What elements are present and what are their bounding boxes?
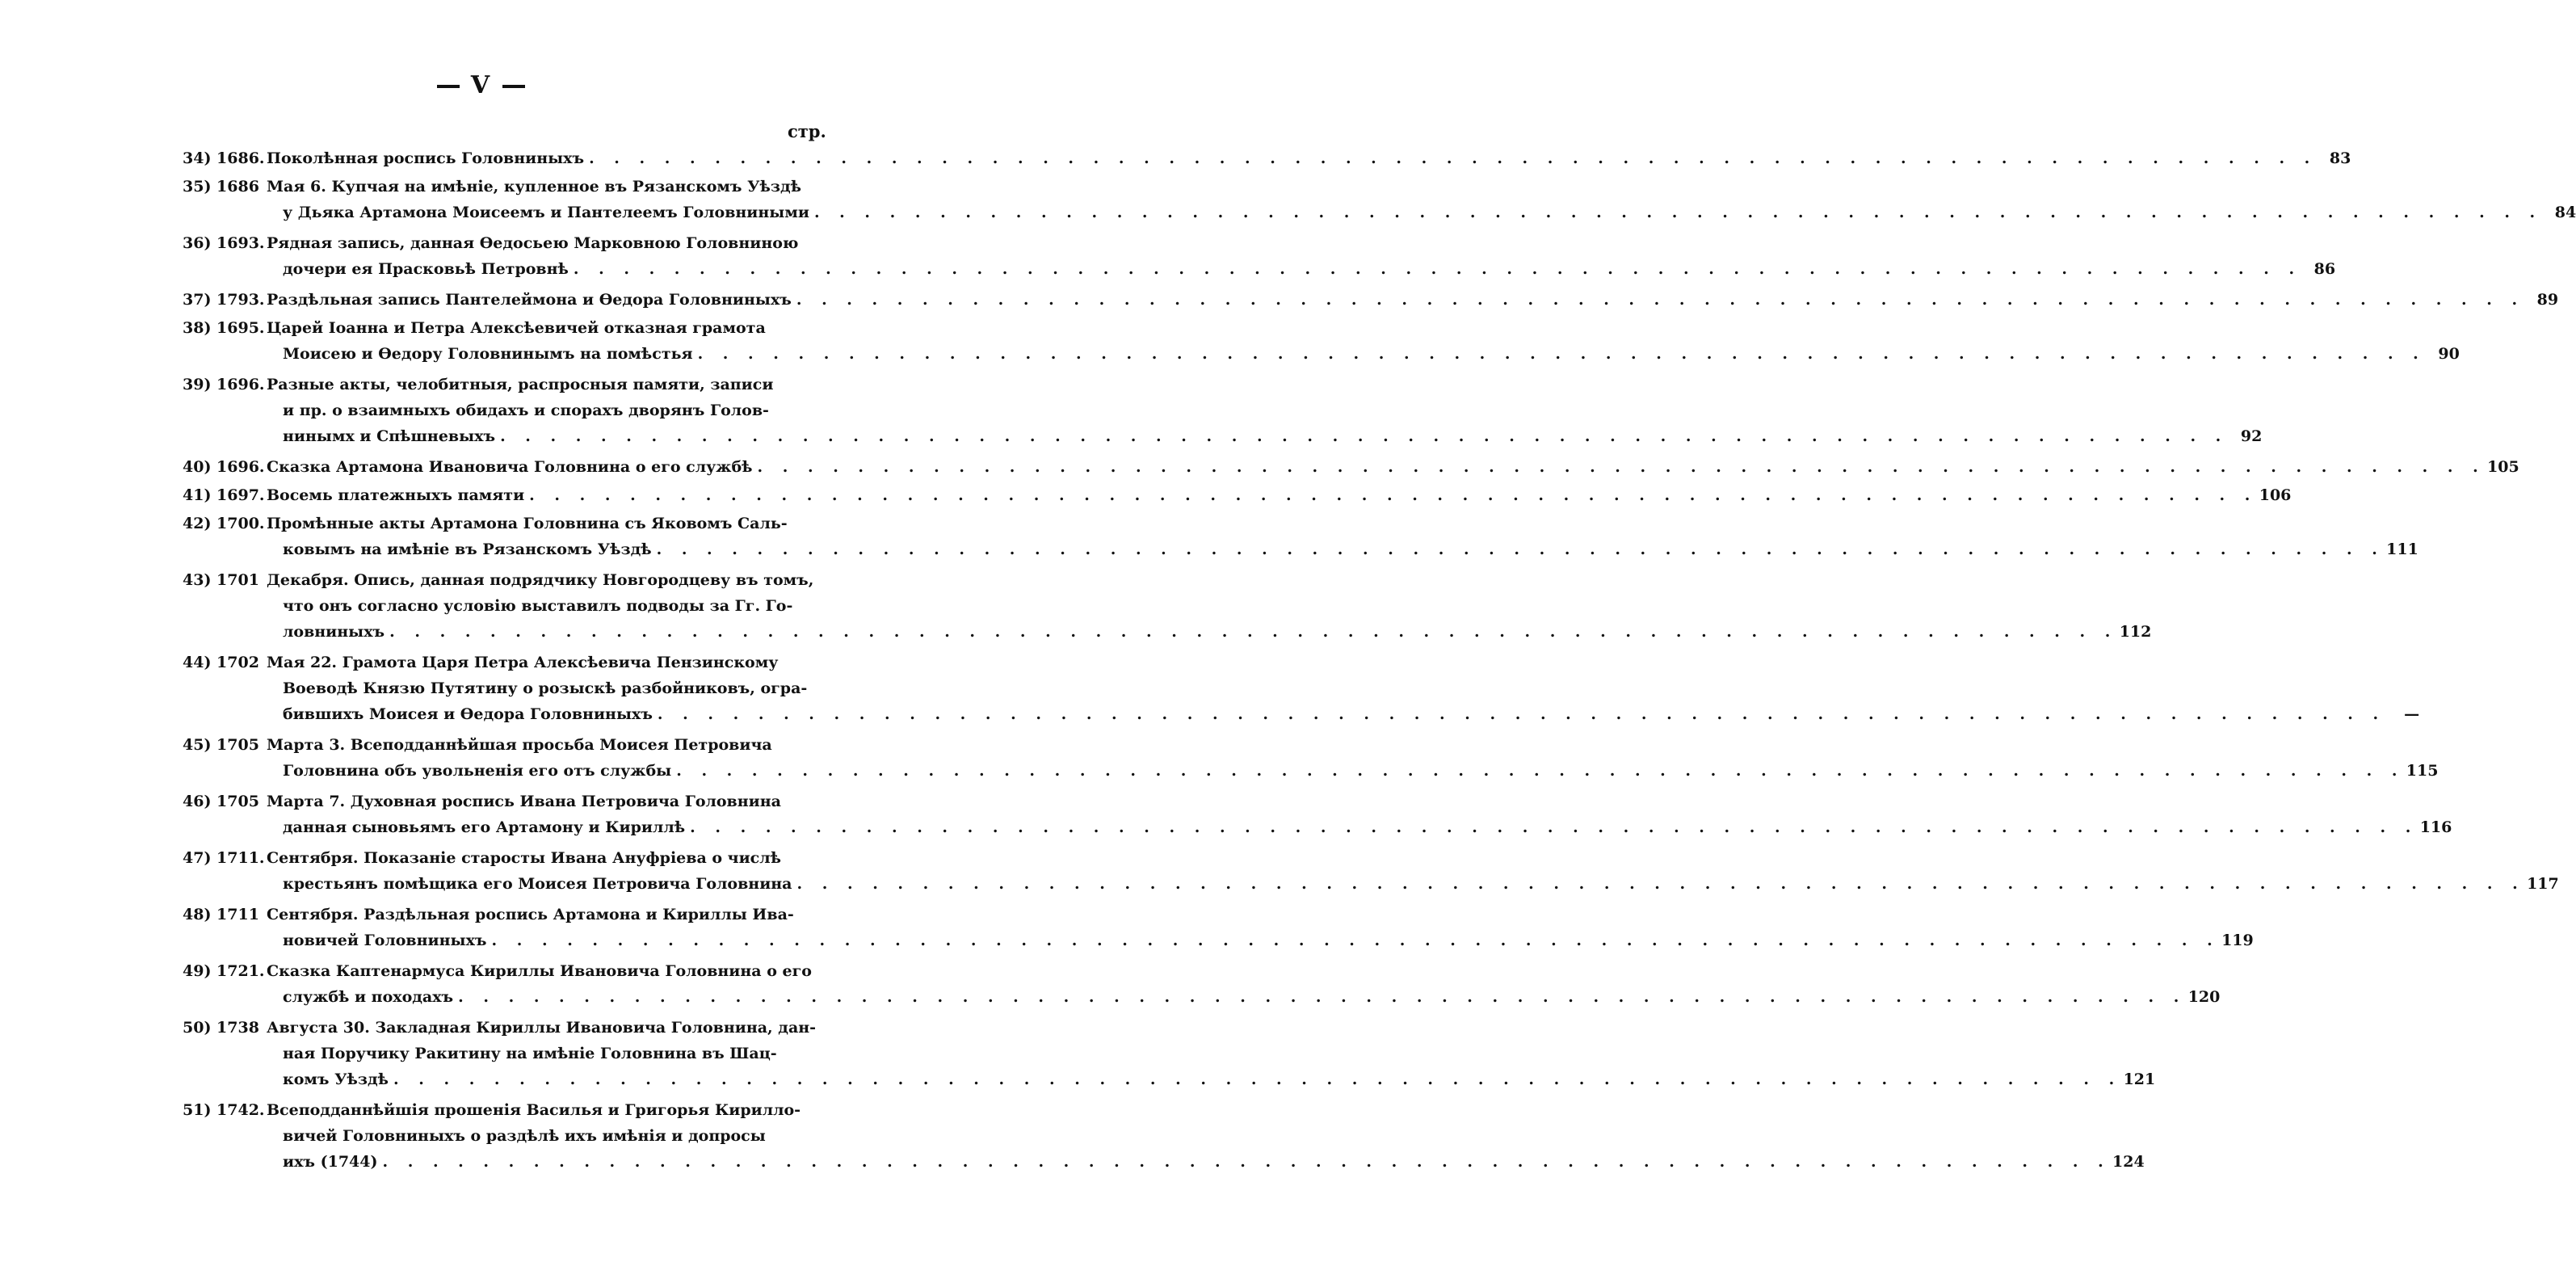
- entry-number: 37) 1793.: [183, 291, 265, 309]
- entry-page-number: 124: [2112, 1153, 2145, 1171]
- dot-leader: [495, 423, 2228, 449]
- entry-title-text: и пр. о взаимныхъ обидахъ и спорахъ дворянъ Голов-: [283, 402, 769, 419]
- toc-entry: [183, 958, 2221, 1010]
- entry-page-number: 119: [2221, 932, 2254, 949]
- entry-number: 38) 1695.: [183, 319, 265, 337]
- entry-title-text: службѣ и походахъ: [283, 988, 454, 1006]
- entry-number: 42) 1700.: [183, 515, 265, 532]
- entry-title-text: Восемь платежныхъ памяти: [267, 486, 525, 504]
- dot-leader: [685, 814, 2418, 840]
- dot-leader: [653, 701, 2385, 727]
- entry-line: [267, 675, 2419, 701]
- entry-page-number: 90: [2438, 345, 2460, 363]
- dot-leader: [671, 758, 2404, 784]
- entry-title-text: Моисею и Ѳедору Головнинымъ на помѣстья: [283, 345, 693, 363]
- entry-line: [267, 845, 2559, 871]
- toc-entry: [183, 287, 2559, 313]
- entry-line: [267, 511, 2418, 536]
- entry-page-number: —: [2404, 705, 2420, 723]
- toc-entry: [183, 567, 2152, 645]
- entry-number: 51) 1742.: [183, 1101, 265, 1119]
- dot-leader: [753, 454, 2486, 480]
- entry-line: [267, 984, 2220, 1010]
- entry-body: [267, 567, 2151, 645]
- entry-title-text: дочери ея Прасковьѣ Петровнѣ: [283, 260, 569, 278]
- entry-line: [267, 315, 2460, 341]
- entry-body: [267, 789, 2452, 840]
- entry-number: 46) 1705: [183, 793, 259, 810]
- entry-page-number: 92: [2240, 427, 2263, 445]
- entry-line: [267, 1041, 2155, 1066]
- dot-leader: [569, 256, 2301, 282]
- entry-line: [267, 230, 2335, 256]
- entry-title-text: Воеводѣ Князю Путятину о розыскѣ разбойниковъ, огра-: [283, 679, 808, 697]
- entry-line: [267, 732, 2438, 758]
- entry-body: [267, 230, 2335, 282]
- entry-number: 40) 1696.: [183, 458, 265, 476]
- entry-page-number: 111: [2386, 541, 2418, 558]
- entry-title-text: Царей Іоанна и Петра Алексѣевичей отказная грамота: [267, 319, 766, 337]
- entry-line: [267, 423, 2262, 449]
- left-dash: [437, 85, 460, 88]
- entry-line: [267, 619, 2151, 645]
- toc-entry: [183, 454, 2519, 480]
- page-number: [0, 71, 962, 99]
- entry-line: [267, 650, 2419, 675]
- entry-page-number: 112: [2119, 623, 2152, 641]
- entry-page-number: 84: [2554, 204, 2576, 221]
- entry-number: 41) 1697.: [183, 486, 265, 504]
- entry-title-text: крестьянъ помѣщика его Моисея Петровича Головнина: [283, 875, 792, 893]
- toc-entry: [183, 1015, 2156, 1092]
- entry-title-text: комъ Уѣздѣ: [283, 1071, 389, 1088]
- entry-title-text: ная Поручику Ракитину на имѣніе Головнина въ Шац-: [283, 1045, 777, 1062]
- entry-title-text: Сентября. Раздѣльная роспись Артамона и Кириллы Ива-: [267, 906, 794, 923]
- entry-line: [267, 454, 2519, 480]
- entry-title-text: Августа 30. Закладная Кириллы Ивановича Головнина, дан-: [267, 1019, 817, 1037]
- toc-entry: [183, 902, 2254, 953]
- entry-title-text: Мая 6. Купчая на имѣніе, купленное въ Рязанскомъ Уѣздѣ: [267, 178, 802, 196]
- dot-leader: [584, 145, 2317, 171]
- toc-entry: [183, 315, 2460, 367]
- entry-title-text: вичей Головниныхъ о раздѣлѣ ихъ имѣнія и допросы: [283, 1127, 766, 1145]
- entry-line: [267, 1015, 2155, 1041]
- dot-leader: [385, 619, 2117, 645]
- entry-page-number: 89: [2536, 291, 2559, 309]
- dot-leader: [487, 928, 2220, 953]
- dot-leader: [377, 1149, 2110, 1175]
- entry-title-text: Поколѣнная роспись Головниныхъ: [267, 149, 585, 167]
- entry-line: [267, 902, 2254, 928]
- entry-body: [267, 958, 2220, 1010]
- toc-entry: [183, 230, 2336, 282]
- entry-number: 35) 1686: [183, 178, 259, 196]
- toc-entry: [183, 1097, 2145, 1175]
- entry-line: [267, 1123, 2145, 1149]
- entry-title-text: что онъ согласно условію выставилъ подводы за Гг. Го-: [283, 597, 793, 615]
- entry-line: [267, 256, 2335, 282]
- entry-title-text: бившихъ Моисея и Ѳедора Головниныхъ: [283, 705, 653, 723]
- entry-line: [267, 928, 2254, 953]
- dot-leader: [453, 984, 2186, 1010]
- toc-entry: [183, 372, 2263, 449]
- entry-page-number: 116: [2419, 818, 2452, 836]
- entry-title-text: Промѣнные акты Артамона Головнина съ Яковомъ Саль-: [267, 515, 788, 532]
- entry-body: [267, 145, 2351, 171]
- page-column-label: стр.: [788, 121, 826, 141]
- entry-line: [267, 701, 2419, 727]
- page-number-value: V: [470, 71, 492, 99]
- entry-line: [267, 567, 2151, 593]
- entry-number: 47) 1711.: [183, 849, 265, 867]
- entry-page-number: 86: [2313, 260, 2336, 278]
- toc-entry: [183, 650, 2420, 727]
- entry-line: [267, 789, 2452, 814]
- entry-page-number: 115: [2406, 762, 2439, 780]
- entry-body: [267, 902, 2254, 953]
- toc-entry: [183, 845, 2559, 897]
- entry-body: [267, 287, 2558, 313]
- entry-title-text: Сентября. Показаніе старосты Ивана Ануфріева о числѣ: [267, 849, 781, 867]
- entry-page-number: 117: [2527, 875, 2559, 893]
- entry-title-text: ловниныхъ: [283, 623, 385, 641]
- right-dash: [502, 85, 525, 88]
- entry-title-text: новичей Головниныхъ: [283, 932, 487, 949]
- entry-body: [267, 1097, 2145, 1175]
- entry-line: [267, 200, 2576, 225]
- entry-title-text: Разные акты, челобитныя, распросныя памяти, записи: [267, 376, 774, 393]
- entry-body: [267, 511, 2418, 562]
- entry-number: 39) 1696.: [183, 376, 265, 393]
- entry-number: 44) 1702: [183, 654, 259, 671]
- entry-line: [267, 958, 2220, 984]
- toc-entry: [183, 511, 2418, 562]
- entry-line: [267, 287, 2558, 313]
- toc-entry: [183, 174, 2576, 225]
- entry-page-number: 106: [2259, 486, 2292, 504]
- dot-leader: [792, 287, 2524, 313]
- entry-body: [267, 650, 2419, 727]
- entry-body: [267, 454, 2519, 480]
- entry-number: 43) 1701: [183, 571, 259, 589]
- entry-line: [267, 482, 2291, 508]
- entry-title-text: Мая 22. Грамота Царя Петра Алексѣевича Пензинскому: [267, 654, 779, 671]
- entry-title-text: нинымх и Спѣшневыхъ: [283, 427, 496, 445]
- entry-line: [267, 871, 2559, 897]
- entry-body: [267, 174, 2576, 225]
- toc-entry: [183, 145, 2351, 171]
- entry-title-text: ихъ (1744): [283, 1153, 378, 1171]
- entry-title-text: ковымъ на имѣніе въ Рязанскомъ Уѣздѣ: [283, 541, 652, 558]
- dot-leader: [792, 871, 2525, 897]
- entry-number: 36) 1693.: [183, 234, 265, 252]
- entry-number: 50) 1738: [183, 1019, 259, 1037]
- entry-body: [267, 732, 2438, 784]
- entry-line: [267, 372, 2262, 398]
- dot-leader: [524, 482, 2257, 508]
- entry-page-number: 120: [2187, 988, 2221, 1006]
- entry-title-text: Декабря. Опись, данная подрядчику Новгородцеву въ томъ,: [267, 571, 814, 589]
- entry-body: [267, 315, 2460, 367]
- entry-page-number: 121: [2123, 1071, 2156, 1088]
- entry-title-text: Раздѣльная запись Пантелеймона и Ѳедора Головниныхъ: [267, 291, 792, 309]
- entry-title-text: Марта 3. Всеподданнѣйшая просьба Моисея Петровича: [267, 736, 772, 754]
- entry-number: 45) 1705: [183, 736, 259, 754]
- entry-line: [267, 341, 2460, 367]
- entry-number: 48) 1711: [183, 906, 259, 923]
- entry-body: [267, 1015, 2155, 1092]
- entry-line: [267, 814, 2452, 840]
- entry-number: 34) 1686.: [183, 149, 265, 167]
- dot-leader: [389, 1066, 2121, 1092]
- entry-title-text: Головнина объ увольненія его отъ службы: [283, 762, 672, 780]
- entry-title-text: Рядная запись, данная Ѳедосьею Марковною Головниною: [267, 234, 799, 252]
- entry-body: [267, 845, 2559, 897]
- entry-page-number: 83: [2329, 149, 2351, 167]
- dot-leader: [652, 536, 2385, 562]
- entry-line: [267, 398, 2262, 423]
- entry-line: [267, 1097, 2145, 1123]
- dot-leader: [693, 341, 2426, 367]
- entry-line: [267, 1066, 2155, 1092]
- entry-body: [267, 372, 2262, 449]
- entry-title-text: Всеподданнѣйшія прошенія Василья и Григорья Кирилло-: [267, 1101, 801, 1119]
- entry-line: [267, 1149, 2145, 1175]
- entry-title-text: данная сыновьямъ его Артамону и Кириллѣ: [283, 818, 686, 836]
- entry-line: [267, 536, 2418, 562]
- entry-title-text: Сказка Артамона Ивановича Головнина о его службѣ: [267, 458, 753, 476]
- entry-number: 49) 1721.: [183, 962, 265, 980]
- toc-entry: [183, 732, 2439, 784]
- dot-leader: [809, 200, 2542, 225]
- entry-line: [267, 174, 2576, 200]
- entry-line: [267, 145, 2351, 171]
- entry-body: [267, 482, 2291, 508]
- entry-title-text: у Дьяка Артамона Моисеемъ и Пантелеемъ Головниными: [283, 204, 809, 221]
- table-of-contents: [183, 145, 2576, 1180]
- entry-page-number: 105: [2487, 458, 2519, 476]
- toc-entry: [183, 482, 2292, 508]
- entry-line: [267, 593, 2151, 619]
- entry-title-text: Сказка Каптенармуса Кириллы Ивановича Головнина о его: [267, 962, 812, 980]
- toc-entry: [183, 789, 2452, 840]
- entry-title-text: Марта 7. Духовная роспись Ивана Петровича Головнина: [267, 793, 781, 810]
- entry-line: [267, 758, 2438, 784]
